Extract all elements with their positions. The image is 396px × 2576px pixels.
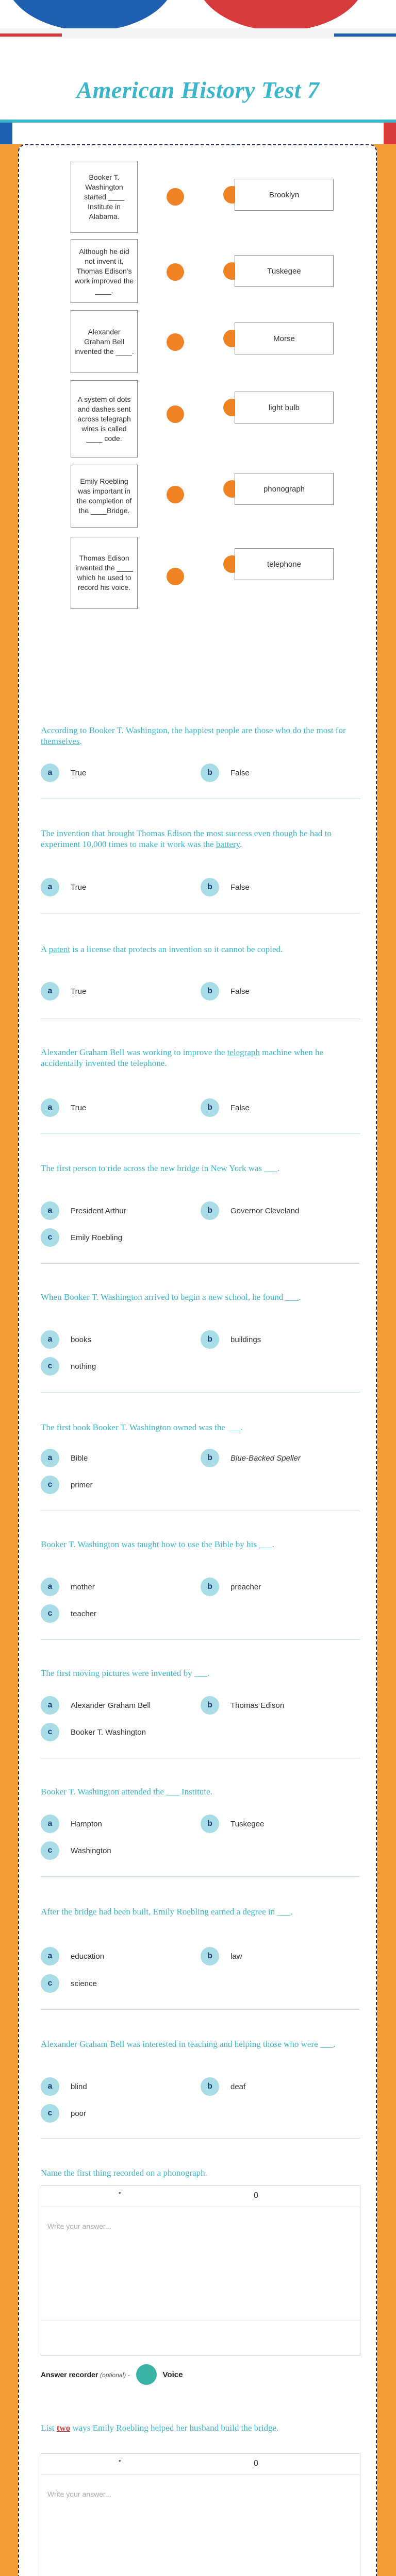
question-prompt: Booker T. Washington attended the ___ Institute.: [41, 1787, 212, 1797]
option-letter: c: [41, 1604, 59, 1623]
option-letter: a: [41, 1449, 59, 1467]
option-text: primer: [71, 1480, 93, 1489]
prompt-text: ways Emily Roebling helped her husband build the bridge.: [70, 2423, 279, 2433]
question-prompt: After the bridge had been built, Emily Roebling earned a degree in ___.: [41, 1907, 293, 1917]
voice-label: Voice: [162, 2370, 183, 2379]
option-b[interactable]: [201, 1695, 284, 1716]
option-b[interactable]: [201, 1097, 250, 1118]
question-prompt: The first person to ride across the new bridge in New York was ___.: [41, 1163, 280, 1173]
question-text: [41, 1786, 360, 1797]
header-stripe: [334, 33, 396, 37]
question-prompt: Alexander Graham Bell was interested in teaching and helping those who were ___.: [41, 2039, 336, 2049]
question-text: [41, 1539, 360, 1550]
option-c[interactable]: [41, 2103, 86, 2124]
option-letter: b: [201, 1578, 219, 1596]
option-letter: c: [41, 1974, 59, 1993]
match-answer-text: Morse: [273, 334, 295, 343]
option-text: preacher: [230, 1582, 261, 1591]
match-answer[interactable]: [235, 548, 334, 580]
option-letter: a: [41, 1201, 59, 1220]
match-connector-dot[interactable]: [167, 568, 184, 585]
prompt-text: Name the first thing recorded on a phonograph.: [41, 2168, 207, 2178]
question-prompt: The invention that brought Thomas Edison the most success even though he had to experiment 10,000 times to make it work was the: [41, 828, 332, 849]
match-connector-dot[interactable]: [167, 405, 184, 423]
match-prompt[interactable]: [71, 465, 138, 528]
option-c[interactable]: [41, 1722, 146, 1742]
option-a[interactable]: [41, 1577, 95, 1597]
option-text: Governor Cleveland: [230, 1206, 300, 1215]
option-letter: b: [201, 2077, 219, 2096]
option-b[interactable]: [201, 762, 250, 783]
match-prompt-text: Alexander Graham Bell invented the ____.: [74, 327, 134, 355]
divider: [41, 1639, 360, 1640]
option-text: nothing: [71, 1362, 96, 1371]
option-a[interactable]: [41, 1814, 102, 1834]
match-connector-dot[interactable]: [167, 263, 184, 281]
option-letter: b: [201, 1098, 219, 1117]
question-keyword: battery: [216, 839, 240, 849]
option-b[interactable]: [201, 1200, 299, 1221]
option-text: True: [71, 768, 87, 777]
question-text: [41, 1422, 360, 1433]
option-text: True: [71, 987, 87, 996]
option-letter: c: [41, 1841, 59, 1860]
option-letter: a: [41, 1696, 59, 1715]
recorder-label-text: Answer recorder: [41, 2370, 98, 2379]
match-prompt[interactable]: [71, 537, 138, 609]
match-answer-text: telephone: [267, 560, 301, 569]
option-letter: a: [41, 878, 59, 896]
option-letter: a: [41, 982, 59, 1001]
option-letter: c: [41, 1228, 59, 1247]
option-text: mother: [71, 1582, 95, 1591]
question-text: [41, 1047, 360, 1069]
answer-editor[interactable]: [41, 2453, 360, 2576]
match-answer-text: phonograph: [263, 484, 305, 494]
page-title: American History Test 7: [76, 77, 320, 103]
option-a[interactable]: [41, 1695, 151, 1716]
option-text: Bible: [71, 1453, 88, 1463]
question-text: [41, 2039, 360, 2049]
option-text: False: [230, 768, 250, 777]
question-prompt: A: [41, 944, 49, 954]
answer-editor[interactable]: [41, 2185, 360, 2355]
option-b[interactable]: [201, 1577, 261, 1597]
orange-frame: [0, 144, 396, 2576]
option-letter: b: [201, 1201, 219, 1220]
question-text: [41, 828, 360, 850]
header-blue-arc: [5, 0, 175, 31]
option-a[interactable]: [41, 1329, 91, 1350]
free-response-prompt: [41, 2167, 360, 2178]
option-letter: a: [41, 764, 59, 782]
option-a[interactable]: [41, 877, 86, 897]
option-a[interactable]: [41, 1097, 86, 1118]
answer-textarea[interactable]: [41, 2207, 360, 2320]
option-text: Blue-Backed Speller: [230, 1453, 301, 1463]
answer-placeholder: Write your answer...: [47, 2222, 111, 2230]
divider: [41, 1263, 360, 1264]
divider: [41, 1392, 360, 1393]
option-letter: b: [201, 1947, 219, 1965]
option-b[interactable]: [201, 877, 250, 897]
option-b[interactable]: [201, 1448, 301, 1468]
match-connector-dot[interactable]: [167, 188, 184, 206]
option-b[interactable]: [201, 2076, 245, 2097]
option-text: False: [230, 883, 250, 892]
question-text: [41, 1906, 360, 1917]
match-answer-text: light bulb: [268, 403, 300, 412]
option-text: Alexander Graham Bell: [71, 1701, 151, 1710]
question-suffix: .: [240, 839, 242, 849]
prompt-text: List: [41, 2423, 57, 2433]
option-letter: a: [41, 2077, 59, 2096]
option-letter: b: [201, 1696, 219, 1715]
option-b[interactable]: [201, 1814, 264, 1834]
match-prompt-text: Booker T. Washington started ____ Institute in Alabama.: [84, 173, 124, 221]
option-letter: a: [41, 1947, 59, 1965]
omega-tool-icon[interactable]: 0: [254, 2191, 258, 2200]
header-rule: [0, 120, 396, 123]
option-letter: c: [41, 1723, 59, 1741]
question-text: [41, 725, 360, 747]
match-prompt[interactable]: [71, 310, 138, 373]
answer-textarea[interactable]: [41, 2475, 360, 2576]
question-suffix: .: [79, 736, 82, 746]
option-text: True: [71, 1103, 87, 1112]
option-a[interactable]: [41, 762, 86, 783]
match-prompt[interactable]: [71, 239, 138, 303]
option-text: Thomas Edison: [230, 1701, 285, 1710]
option-text: poor: [71, 2109, 87, 2118]
match-prompt-text: A system of dots and dashes sent across telegraph wires is called ____ code.: [77, 395, 131, 443]
option-c[interactable]: [41, 1475, 93, 1495]
question-keyword: telegraph: [227, 1047, 260, 1057]
question-prompt: The first book Booker T. Washington owned was the ___.: [41, 1422, 243, 1432]
match-answer[interactable]: [235, 255, 334, 287]
omega-tool-icon[interactable]: 0: [254, 2459, 258, 2468]
option-text: education: [71, 1952, 105, 1961]
option-letter: a: [41, 1815, 59, 1833]
option-a[interactable]: [41, 1200, 126, 1221]
option-c[interactable]: [41, 1227, 122, 1248]
match-answer[interactable]: [235, 473, 334, 505]
option-a[interactable]: [41, 981, 86, 1002]
match-connector-dot[interactable]: [167, 333, 184, 351]
divider: [41, 2009, 360, 2010]
record-voice-button[interactable]: [136, 2364, 157, 2385]
option-letter: c: [41, 1357, 59, 1376]
option-c[interactable]: [41, 1603, 96, 1624]
recorder-label: [41, 2370, 130, 2379]
header-stripe: [0, 33, 62, 37]
option-letter: c: [41, 1476, 59, 1494]
question-keyword: patent: [48, 944, 71, 954]
option-text: President Arthur: [71, 1206, 126, 1215]
prompt-emphasis: two: [56, 2423, 71, 2433]
question-text: [41, 1668, 360, 1679]
option-letter: b: [201, 878, 219, 896]
match-prompt-text: Emily Roebling was important in the completion of the ____Bridge.: [76, 477, 132, 515]
option-text: False: [230, 1103, 250, 1112]
option-a[interactable]: [41, 2076, 87, 2097]
divider: [41, 2138, 360, 2139]
option-letter: b: [201, 1330, 219, 1349]
option-c[interactable]: [41, 1840, 111, 1861]
option-b[interactable]: [201, 1329, 261, 1350]
option-text: False: [230, 987, 250, 996]
option-text: Hampton: [71, 1819, 102, 1828]
option-c[interactable]: [41, 1356, 96, 1377]
option-text: science: [71, 1979, 97, 1988]
divider: [41, 1133, 360, 1134]
option-letter: c: [41, 2104, 59, 2123]
option-letter: b: [201, 764, 219, 782]
header-red-arc: [196, 0, 366, 31]
question-prompt: The first moving pictures were invented by ___.: [41, 1668, 210, 1678]
question-prompt: Alexander Graham Bell was working to improve the: [41, 1047, 227, 1057]
recorder-optional: (optional) -: [100, 2371, 130, 2379]
option-text: Tuskegee: [230, 1819, 265, 1828]
option-text: law: [230, 1952, 242, 1961]
option-letter: b: [201, 1815, 219, 1833]
editor-toolbar: [41, 2186, 360, 2207]
worksheet-card: [18, 144, 377, 2576]
match-prompt[interactable]: [71, 380, 138, 457]
option-letter: b: [201, 982, 219, 1001]
question-prompt: When Booker T. Washington arrived to begin a new school, he found ___.: [41, 1292, 301, 1302]
free-response-prompt: [41, 2422, 360, 2433]
question-prompt: Booker T. Washington was taught how to use the Bible by his ___.: [41, 1539, 274, 1549]
match-answer-text: Brooklyn: [269, 190, 300, 199]
match-answer-text: Tuskegee: [267, 266, 301, 276]
option-letter: b: [201, 1449, 219, 1467]
option-text: books: [71, 1335, 92, 1344]
option-letter: a: [41, 1330, 59, 1349]
option-text: True: [71, 883, 87, 892]
editor-toolbar: [41, 2454, 360, 2475]
match-prompt-text: Although he did not invent it, Thomas Edison's work improved the ____.: [74, 247, 134, 295]
question-text: [41, 1292, 360, 1302]
match-answer[interactable]: [235, 179, 334, 211]
quote-tool-icon[interactable]: ": [119, 2191, 122, 2200]
option-text: deaf: [230, 2082, 246, 2091]
option-b[interactable]: [201, 1946, 242, 1967]
question-text: [41, 1163, 360, 1174]
match-answer[interactable]: [235, 323, 334, 354]
option-text: blind: [71, 2082, 87, 2091]
option-text: Booker T. Washington: [71, 1727, 146, 1737]
page-header: [0, 0, 396, 149]
option-text: buildings: [230, 1335, 261, 1344]
match-connector-dot[interactable]: [167, 486, 184, 503]
option-a[interactable]: [41, 1946, 104, 1967]
question-suffix: is a license that protects an invention so it cannot be copied.: [70, 944, 283, 954]
match-prompt-text: Thomas Edison invented the ____ which he used to record his voice.: [75, 554, 133, 591]
question-text: [41, 944, 360, 955]
question-keyword: themselves: [41, 736, 80, 746]
quote-tool-icon[interactable]: ": [119, 2459, 122, 2468]
divider: [41, 1876, 360, 1877]
answer-recorder: [41, 2363, 183, 2386]
option-letter: a: [41, 1578, 59, 1596]
match-answer[interactable]: [235, 392, 334, 423]
option-c[interactable]: [41, 1973, 97, 1994]
option-b[interactable]: [201, 981, 250, 1002]
option-letter: a: [41, 1098, 59, 1117]
option-a[interactable]: [41, 1448, 88, 1468]
option-text: Washington: [71, 1846, 111, 1855]
question-prompt: According to Booker T. Washington, the happiest people are those who do the most for: [41, 725, 346, 735]
option-text: Emily Roebling: [71, 1233, 123, 1242]
answer-placeholder: Write your answer...: [47, 2490, 111, 2498]
match-prompt[interactable]: [71, 161, 138, 233]
question-suffix: machine when he accidentally invented the telephone.: [41, 1047, 324, 1068]
option-text: teacher: [71, 1609, 97, 1618]
